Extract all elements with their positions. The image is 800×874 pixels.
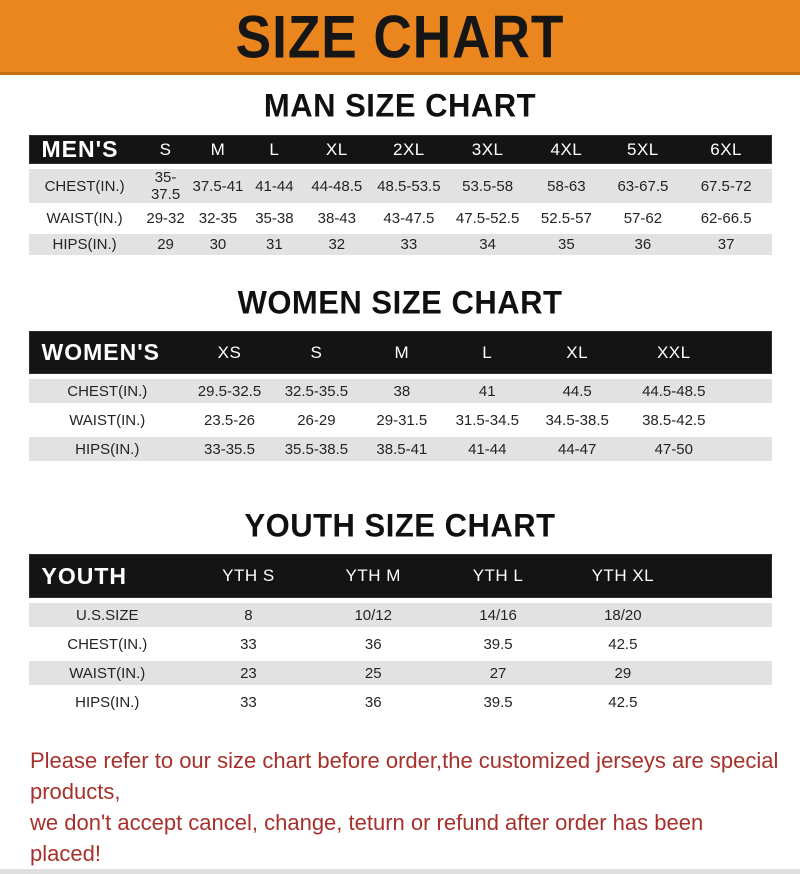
size-column-header: 4XL xyxy=(550,139,583,159)
filler-cell xyxy=(724,331,772,374)
size-value-cell: 35-38 xyxy=(255,210,294,227)
size-value-cell: 52.5-57 xyxy=(540,210,592,227)
size-value-cell: 23 xyxy=(240,664,257,682)
size-value-cell: 35 xyxy=(558,236,575,253)
size-value-cell: 37 xyxy=(717,236,735,253)
banner xyxy=(0,0,800,75)
women-section xyxy=(0,260,800,466)
table-row xyxy=(29,661,772,685)
filler-cell xyxy=(724,379,772,403)
size-value-cell: 42.5 xyxy=(608,635,638,653)
size-value-cell: 31.5-34.5 xyxy=(455,411,519,429)
size-column-header: XL xyxy=(566,342,589,362)
size-value-cell: 18/20 xyxy=(604,606,642,624)
size-value-cell: 29-31.5 xyxy=(376,411,428,429)
table-row xyxy=(29,234,772,255)
size-table-header-row xyxy=(29,554,772,598)
size-column-header: 6XL xyxy=(710,139,743,159)
size-value-cell: 53.5-58 xyxy=(462,177,514,195)
size-value-cell: 47-50 xyxy=(654,440,693,458)
table-row xyxy=(29,169,772,203)
youth-size-table xyxy=(29,549,772,719)
size-value-cell: 32.5-35.5 xyxy=(284,382,349,400)
size-value-cell: 39.5 xyxy=(483,693,513,711)
table-corner-label: YOUTH xyxy=(41,562,127,589)
table-corner-label: WOMEN'S xyxy=(41,339,161,365)
size-table-header-row xyxy=(29,331,772,374)
size-value-cell: 29.5-32.5 xyxy=(197,382,262,400)
size-value-cell: 38 xyxy=(393,382,411,400)
table-row xyxy=(29,632,772,656)
size-value-cell: 35.5-38.5 xyxy=(284,440,349,458)
measure-label-cell: HIPS(IN.) xyxy=(75,440,140,458)
size-value-cell: 29 xyxy=(157,236,174,253)
size-value-cell: 43-47.5 xyxy=(383,210,435,227)
table-corner-label: MEN'S xyxy=(41,136,119,162)
women-size-table xyxy=(29,326,772,466)
size-value-cell: 33-35.5 xyxy=(204,440,255,458)
size-column-header: M xyxy=(210,139,226,159)
footer-note xyxy=(0,719,800,869)
measure-label-cell: HIPS(IN.) xyxy=(52,236,117,253)
size-value-cell: 36 xyxy=(364,635,382,653)
size-value-cell: 41-44 xyxy=(468,440,507,458)
table-row xyxy=(29,603,772,627)
size-value-cell: 67.5-72 xyxy=(700,177,752,195)
size-value-cell: 33 xyxy=(240,635,257,653)
size-value-cell: 27 xyxy=(489,664,507,682)
size-value-cell: 38.5-42.5 xyxy=(642,411,706,429)
women-section-title: WOMEN SIZE CHART xyxy=(237,284,563,321)
measure-label-cell: HIPS(IN.) xyxy=(75,693,140,711)
men-section-title: MAN SIZE CHART xyxy=(263,87,537,124)
size-value-cell: 31 xyxy=(266,236,283,253)
size-column-header: XXL xyxy=(656,342,691,362)
size-value-cell: 8 xyxy=(244,606,253,624)
size-value-cell: 35-37.5 xyxy=(150,169,181,203)
size-column-header: YTH L xyxy=(472,566,524,585)
size-value-cell: 44.5-48.5 xyxy=(642,382,706,400)
size-value-cell: 47.5-52.5 xyxy=(455,210,520,227)
size-value-cell: 58-63 xyxy=(547,177,586,195)
size-column-header: XS xyxy=(217,342,242,362)
size-column-header: YTH M xyxy=(345,566,401,585)
size-column-header: L xyxy=(482,342,493,362)
filler-cell xyxy=(685,661,771,685)
size-column-header: YTH XL xyxy=(591,566,655,585)
size-value-cell: 42.5 xyxy=(608,693,638,711)
measure-label-cell: CHEST(IN.) xyxy=(67,382,148,400)
size-column-header: L xyxy=(269,139,280,159)
men-section xyxy=(0,75,800,260)
filler-cell xyxy=(685,632,771,656)
size-value-cell: 25 xyxy=(364,664,382,682)
size-value-cell: 34.5-38.5 xyxy=(545,411,609,429)
size-value-cell: 26-29 xyxy=(297,411,336,429)
size-value-cell: 10/12 xyxy=(354,606,392,624)
size-value-cell: 30 xyxy=(209,236,227,253)
measure-label-cell: WAIST(IN.) xyxy=(46,210,123,227)
size-column-header: XL xyxy=(325,139,348,159)
size-value-cell: 29 xyxy=(614,664,632,682)
measure-label-cell: WAIST(IN.) xyxy=(69,664,146,682)
filler-cell xyxy=(724,408,772,432)
measure-label-cell: WAIST(IN.) xyxy=(69,411,146,429)
size-value-cell: 29-32 xyxy=(146,210,185,227)
size-value-cell: 36 xyxy=(634,236,652,253)
size-value-cell: 32-35 xyxy=(198,210,238,227)
size-column-header: S xyxy=(310,342,323,362)
bottom-strip xyxy=(0,869,800,874)
size-column-header: S xyxy=(159,139,172,159)
size-value-cell: 39.5 xyxy=(483,635,513,653)
table-row xyxy=(29,690,772,714)
size-column-header: 2XL xyxy=(392,139,425,159)
youth-section xyxy=(0,466,800,719)
filler-cell xyxy=(685,690,771,714)
size-value-cell: 32 xyxy=(328,236,346,253)
size-value-cell: 23.5-26 xyxy=(204,411,255,429)
filler-cell xyxy=(685,554,771,598)
size-column-header: YTH S xyxy=(222,566,275,585)
size-value-cell: 41-44 xyxy=(255,177,294,195)
size-value-cell: 62-66.5 xyxy=(700,210,752,227)
size-column-header: 3XL xyxy=(471,139,504,159)
table-row xyxy=(29,408,772,432)
measure-label-cell: CHEST(IN.) xyxy=(44,177,125,195)
size-value-cell: 38-43 xyxy=(317,210,356,227)
size-value-cell: 44.5 xyxy=(562,382,592,400)
men-size-table xyxy=(29,130,772,260)
size-value-cell: 34 xyxy=(479,236,496,253)
note-line-1: Please refer to our size chart before order,the customized jerseys are special products, xyxy=(30,748,779,804)
filler-cell xyxy=(685,603,771,627)
size-value-cell: 14/16 xyxy=(479,606,517,624)
table-row xyxy=(29,208,772,229)
filler-cell xyxy=(724,437,772,461)
size-value-cell: 37.5-41 xyxy=(192,177,244,195)
measure-label-cell: CHEST(IN.) xyxy=(67,635,148,653)
size-value-cell: 63-67.5 xyxy=(617,177,669,195)
size-value-cell: 48.5-53.5 xyxy=(377,177,441,195)
size-value-cell: 33 xyxy=(400,236,418,253)
page-title: SIZE CHART xyxy=(235,1,565,71)
size-value-cell: 33 xyxy=(240,693,257,711)
size-value-cell: 41 xyxy=(478,382,496,400)
youth-section-title: YOUTH SIZE CHART xyxy=(244,507,556,544)
size-value-cell: 36 xyxy=(364,693,382,711)
size-value-cell: 38.5-41 xyxy=(376,440,428,458)
measure-label-cell: U.S.SIZE xyxy=(76,606,139,624)
size-value-cell: 44-48.5 xyxy=(311,177,363,195)
table-row xyxy=(29,437,772,461)
size-column-header: M xyxy=(394,342,410,362)
size-value-cell: 44-47 xyxy=(557,440,597,458)
size-table-header-row xyxy=(29,135,772,164)
size-value-cell: 57-62 xyxy=(623,210,663,227)
size-column-header: 5XL xyxy=(627,139,659,159)
table-row xyxy=(29,379,772,403)
note-line-2: we don't accept cancel, change, teturn or refund after order has been placed! xyxy=(30,810,704,866)
